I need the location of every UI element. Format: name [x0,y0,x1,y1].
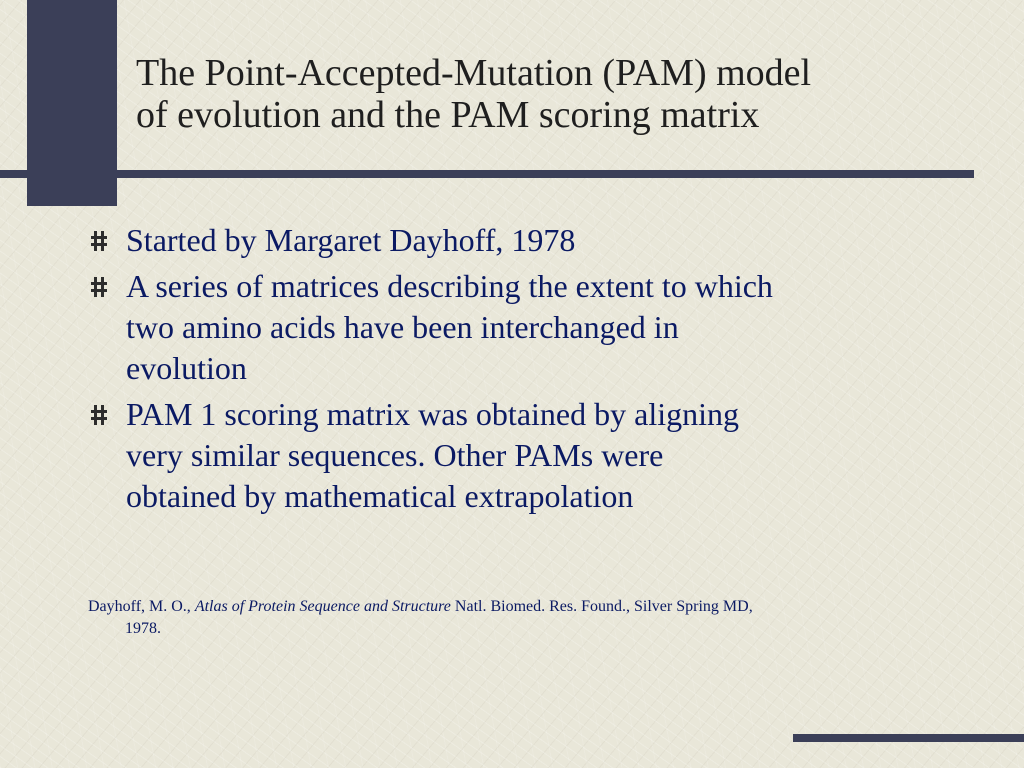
citation-author: Dayhoff, M. O., [88,598,195,615]
bottom-divider [793,734,1024,742]
citation-year: 1978. [125,620,161,637]
citation-publisher: Natl. Biomed. Res. Found., Silver Spring MD, [450,598,753,615]
bullet-item [86,266,966,389]
bullet-item [86,220,966,261]
bullet-text [126,394,966,517]
citation-work-title: Atlas of Protein Sequence and Structure [194,598,451,615]
hash-bullet-icon [90,229,108,253]
bullet-line: evolution [126,350,247,386]
citation [88,596,968,640]
slide-title [136,52,996,136]
slide-title-line: of evolution and the PAM scoring matrix [136,94,760,136]
bullet-text [126,220,966,261]
bullet-line: obtained by mathematical extrapolation [126,478,634,514]
bullet-list [86,220,966,522]
bullet-text [126,266,966,389]
bullet-line: two amino acids have been interchanged in [126,309,679,345]
hash-bullet-icon [90,403,108,427]
slide-title-line: The Point-Accepted-Mutation (PAM) model [136,52,812,94]
title-divider [0,170,974,178]
hash-bullet-icon [90,275,108,299]
bullet-line: PAM 1 scoring matrix was obtained by aligning [126,396,739,432]
bullet-line: A series of matrices describing the extent to which [126,268,773,304]
bullet-line: very similar sequences. Other PAMs were [126,437,664,473]
bullet-item [86,394,966,517]
bullet-line: Started by Margaret Dayhoff, 1978 [126,222,576,258]
